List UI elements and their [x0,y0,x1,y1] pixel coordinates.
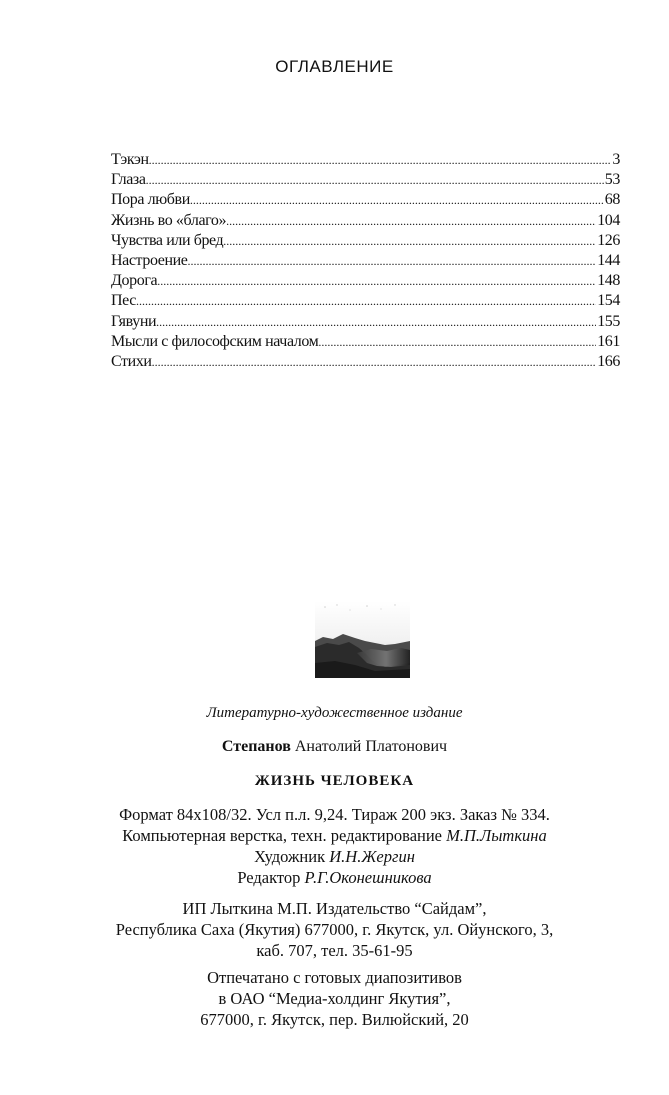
toc-entry-page: 126 [597,231,620,249]
toc-leader-dots [152,352,597,372]
publisher-line: ИП Лыткина М.П. Издательство “Сайдам”, [182,899,487,918]
edition-type: Литературно-художественное издание [206,705,463,721]
toc-entry [111,211,620,231]
editor-person: Р.Г.Оконешникова [304,868,432,887]
toc-entry [111,312,620,332]
toc-entry [111,352,620,372]
toc-entry [111,150,620,170]
toc-entry-page: 166 [597,353,620,371]
printer-address: 677000, г. Якутск, пер. Вилюйский, 20 [200,1010,469,1029]
table-of-contents [111,150,620,372]
toc-entry [111,291,620,311]
toc-entry-page: 154 [597,292,620,310]
toc-leader-dots [190,190,604,210]
toc-leader-dots [157,271,596,291]
toc-entry-page: 155 [597,312,620,330]
author-name: Анатолий Платонович [290,738,448,755]
toc-entry-page: 53 [604,171,620,189]
author-surname: Степанов [221,738,291,755]
toc-entry-title: Чувства или бред [111,231,224,249]
toc-leader-dots [223,231,596,251]
publisher-contact: каб. 707, тел. 35-61-95 [256,941,413,960]
toc-entry-page: 148 [597,272,620,290]
author-line [0,738,669,756]
toc-entry-title: Дорога [111,272,158,290]
printer-company: в ОАО “Медиа-холдинг Якутия”, [218,989,451,1008]
toc-entry-title: Глаза [111,171,146,189]
toc-entry-title: Пес [111,292,136,310]
toc-entry-title: Стихи [111,353,152,371]
toc-entry-page: 68 [604,191,620,209]
toc-entry [111,231,620,251]
toc-entry-page: 3 [612,151,620,168]
artist-line [0,846,669,867]
printer-line: Отпечатано с готовых диапозитивов [207,968,462,987]
editor-line [0,867,669,888]
toc-entry-title: Настроение [111,252,188,270]
toc-leader-dots [187,251,596,271]
toc-leader-dots [149,150,612,170]
toc-entry-title: Мысли с философским началом [111,332,319,350]
toc-leader-dots [226,211,596,231]
toc-entry-title: Жизнь во «благо» [111,211,227,229]
toc-leader-dots [318,332,596,352]
book-title: ЖИЗНЬ ЧЕЛОВЕКА [254,773,415,789]
layout-label: Компьютерная верстка, техн. редактирование [122,826,447,845]
toc-entry-page: 161 [597,332,620,350]
printer-block [0,967,669,1030]
toc-entry [111,251,620,271]
layout-person: М.П.Лыткина [446,826,547,845]
layout-line [0,825,669,846]
artist-label: Художник [254,847,330,866]
toc-entry [111,170,620,190]
format-line: Формат 84x108/32. Усл п.л. 9,24. Тираж 200 экз. Заказ № 334. [119,805,550,824]
publisher-address: Республика Саха (Якутия) 677000, г. Якутск, ул. Ойунского, 3, [115,920,554,939]
toc-entry [111,190,620,210]
toc-entry-page: 104 [597,211,620,229]
imprint-block [0,804,669,888]
toc-leader-dots [136,291,596,311]
toc-entry-title: Гявуни [111,312,157,330]
publisher-block [0,898,669,961]
toc-title: ОГЛАВЛЕНИЕ [275,57,394,76]
toc-entry [111,271,620,291]
landscape-emblem-image [315,601,410,678]
toc-entry-title: Пора любви [111,191,190,209]
editor-label: Редактор [237,868,305,887]
artist-person: И.Н.Жергин [329,847,415,866]
toc-entry-title: Тэкэн [111,151,149,168]
toc-leader-dots [156,312,596,332]
toc-leader-dots [146,170,604,190]
toc-entry-page: 144 [597,252,620,270]
toc-entry [111,332,620,352]
